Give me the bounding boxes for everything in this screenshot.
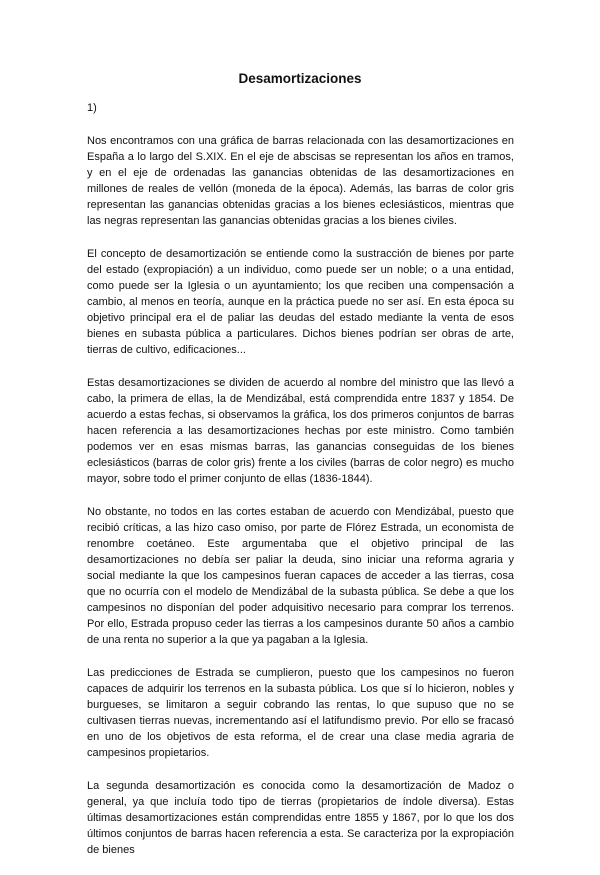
page-title: Desamortizaciones (238, 71, 362, 86)
paragraph-florez-estrada: No obstante, no todos en las cortes estaban de acuerdo con Mendizábal, puesto que recibió críticas, a las hizo caso omiso, por parte de Flórez Estrada, un economista de renombre coetáneo. Este argumentaba que el objetivo principal de las desamortizaciones no debía ser paliar la deuda, sino iniciar una reforma agraria y social mediante la que los campesinos fueran capaces de acceder a las tierras, cosa que no ocurría con el modelo de Mendizábal de la subasta pública. Se debe a que los campesinos no disponían del poder adquisitivo necesario para comprar los terrenos. Por ello, Estrada propuso ceder las tierras a los campesinos durante 50 años a cambio de una renta no superior a la que ya pagaban a la Iglesia. (87, 506, 514, 646)
paragraph-madoz: La segunda desamortización es conocida como la desamortización de Madoz o general, ya que incluía todo tipo de tierras (propietarios de índole diversa). Estas últimas desamortizaciones están comprendidas entre 1855 y 1867, por lo que los dos últimos conjuntos de barras hacen referencia a esta. Se caracteriza por la expropiación de bienes (87, 780, 514, 856)
paragraph-concept: El concepto de desamortización se entiende como la sustracción de bienes por parte del estado (expropiación) a un individuo, como puede ser un noble; o a una entidad, como puede ser la Iglesia o un ayuntamiento; los que reciben una compensación a cambio, al menos en teoría, aunque en la práctica puede no ser así. En esta época su objetivo principal era el de paliar las deudas del estado mediante la venta de esos bienes en subasta pública a particulares. Dichos bienes podrían ser obras de arte, tierras de cultivo, edificaciones... (87, 248, 514, 356)
paragraph-intro-chart: Nos encontramos con una gráfica de barras relacionada con las desamortizaciones en España a lo largo del S.XIX. En el eje de abscisas se representan los años en tramos, y en el eje de ordenadas las ganancias obtenidas de las desamortizaciones en millones de reales de vellón (moneda de la época). Además, las barras de color gris representan las ganancias obtenidas gracias a los bienes eclesiásticos, mientras que las negras representan las ganancias obtenidas gracias a los bienes civiles. (87, 135, 514, 227)
section-number: 1) (87, 102, 97, 114)
paragraph-predictions: Las predicciones de Estrada se cumplieron, puesto que los campesinos no fueron capaces de adquirir los terrenos en la subasta pública. Los que sí lo hicieron, nobles y burgueses, se limitaron a seguir cobrando las rentas, lo que supuso que no se cultivasen tierras nuevas, incrementando así el latifundismo previo. Por ello se fracasó en uno de los objetivos de esta reforma, el de crear una clase media agraria de campesinos propietarios. (87, 667, 514, 759)
paragraph-mendizabal: Estas desamortizaciones se dividen de acuerdo al nombre del ministro que las llevó a cabo, la primera de ellas, la de Mendizábal, está comprendida entre 1837 y 1854. De acuerdo a estas fechas, si observamos la gráfica, los dos primeros conjuntos de barras hacen referencia a las desamortizaciones hechas por este ministro. Como también podemos ver en esas mismas barras, las ganancias conseguidas de los bienes eclesiásticos (barras de color gris) frente a los civiles (barras de color negro) es mucho mayor, sobre todo el primer conjunto de ellas (1836-1844). (87, 377, 514, 485)
document-body (87, 100, 514, 875)
